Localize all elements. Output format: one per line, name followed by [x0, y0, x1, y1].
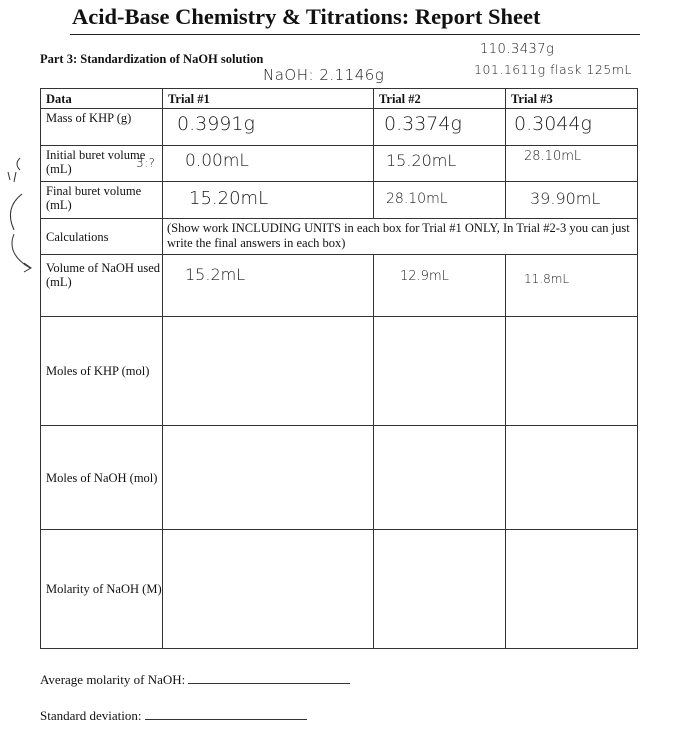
final-buret-trial-3: 39.90mL [506, 182, 638, 219]
handwritten-naoh-mass: NaOH: 2.1146g [263, 66, 385, 84]
row-khp-mass [41, 109, 638, 146]
initial-buret-trial-2: 15.20mL [374, 146, 506, 182]
row-khp-moles [41, 317, 638, 426]
standard-deviation-blank[interactable] [145, 707, 307, 720]
naoh-moles-trial-2 [374, 426, 506, 530]
header-trial-2: Trial #2 [374, 89, 506, 109]
header-row [41, 89, 638, 109]
naoh-moles-trial-3 [506, 426, 638, 530]
naoh-moles-trial-1 [163, 426, 374, 530]
handwritten-side-note: 3:? [136, 156, 156, 170]
final-buret-trial-2: 28.10mL [374, 182, 506, 219]
row-naoh-volume [41, 255, 638, 317]
final-buret-trial-1: 15.20mL [163, 182, 374, 219]
report-table [40, 88, 638, 649]
label-khp-moles: Moles of KHP (mol) [41, 317, 163, 426]
margin-arrow-doodle [0, 150, 44, 280]
khp-moles-trial-1 [163, 317, 374, 426]
row-initial-buret [41, 146, 638, 182]
initial-buret-trial-1: 0.00mL [163, 146, 374, 182]
average-molarity-line [40, 671, 350, 688]
naoh-molarity-trial-1 [163, 530, 374, 649]
naoh-volume-trial-1: 15.2mL [163, 255, 374, 317]
khp-moles-trial-2 [374, 317, 506, 426]
label-naoh-moles: Moles of NaOH (mol) [41, 426, 163, 530]
header-data: Data [41, 89, 163, 109]
label-initial-buret: Initial buret volume (mL) [41, 146, 163, 182]
naoh-molarity-trial-2 [374, 530, 506, 649]
calculations-instructions: (Show work INCLUDING UNITS in each box for Trial #1 ONLY, In Trial #2-3 you can just write the final answers in each box) [163, 219, 638, 255]
row-naoh-moles [41, 426, 638, 530]
khp-mass-trial-3: 0.3044g [506, 109, 638, 146]
standard-deviation-label: Standard deviation: [40, 708, 142, 723]
khp-mass-trial-1: 0.3991g [163, 109, 374, 146]
row-final-buret [41, 182, 638, 219]
khp-mass-trial-2: 0.3374g [374, 109, 506, 146]
initial-buret-trial-3: 28.10mL [506, 146, 638, 182]
average-molarity-label: Average molarity of NaOH: [40, 672, 186, 687]
row-calculations [41, 219, 638, 255]
naoh-molarity-trial-3 [506, 530, 638, 649]
title-underline [70, 34, 640, 35]
standard-deviation-line [40, 707, 307, 724]
handwritten-mass-2: 101.1611g flask 125mL [474, 62, 632, 77]
naoh-volume-trial-3: 11.8mL [506, 255, 638, 317]
report-title: Acid-Base Chemistry & Titrations: Report Sheet [72, 4, 541, 29]
label-khp-mass: Mass of KHP (g) [41, 109, 163, 146]
label-calculations: Calculations [41, 219, 163, 255]
label-naoh-volume: Volume of NaOH used (mL) [41, 255, 163, 317]
average-molarity-blank[interactable] [188, 671, 350, 684]
handwritten-mass-1: 110.3437g [480, 42, 555, 57]
label-final-buret: Final buret volume (mL) [41, 182, 163, 219]
header-trial-3: Trial #3 [506, 89, 638, 109]
part-heading: Part 3: Standardization of NaOH solution [40, 52, 264, 66]
header-trial-1: Trial #1 [163, 89, 374, 109]
label-naoh-molarity: Molarity of NaOH (M) [41, 530, 163, 649]
naoh-volume-trial-2: 12.9mL [374, 255, 506, 317]
khp-moles-trial-3 [506, 317, 638, 426]
row-naoh-molarity [41, 530, 638, 649]
